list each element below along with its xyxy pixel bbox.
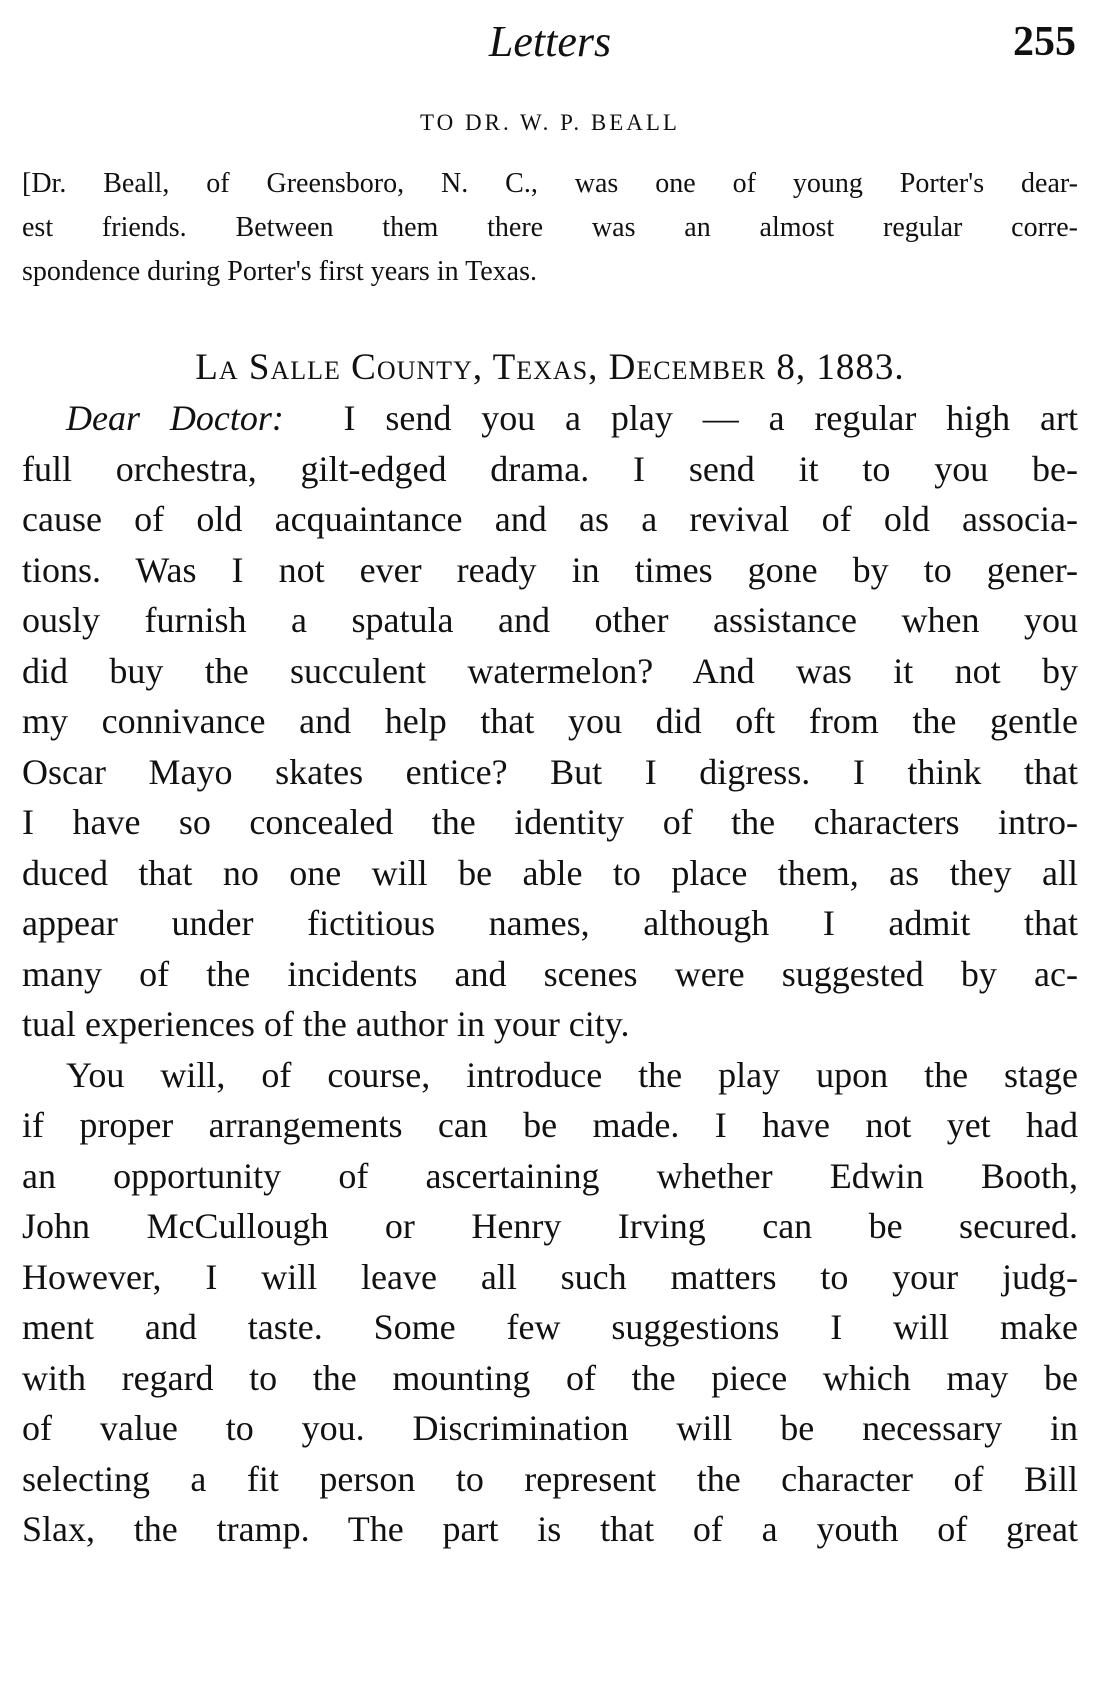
text-line: of value to you. Discrimination will be necessary in <box>22 1408 1078 1448</box>
text-line: my connivance and help that you did oft from the gentle <box>22 701 1078 741</box>
text-line: many of the incidents and scenes were suggested by ac- <box>22 953 1078 994</box>
text-line: Oscar Mayo skates entice? But I digress. I think that <box>22 751 1078 792</box>
letter-recipient-heading: TO DR. W. P. BEALL <box>420 110 680 135</box>
letter-dateline: La Salle County, Texas, December 8, 1883. <box>195 347 905 388</box>
text-line: full orchestra, gilt-edged drama. I send it to you be- <box>22 448 1078 489</box>
running-header <box>0 14 1100 74</box>
text-line: did buy the succulent watermelon? And was it not by <box>22 650 1078 691</box>
text-line: tions. Was I not ever ready in times gone by to gener- <box>22 549 1078 590</box>
text-line: duced that no one will be able to place them, as they all <box>22 852 1078 893</box>
text-line: cause of old acquaintance and as a revival of old associa- <box>22 499 1078 539</box>
running-title: Letters <box>488 17 612 66</box>
text-line <box>22 393 1078 444</box>
text-line-content: I send you a play — a regular high art <box>343 398 1079 438</box>
text-line: if proper arrangements can be made. I have not yet had <box>22 1105 1078 1145</box>
salutation: Dear Doctor: <box>66 398 284 438</box>
text-line: I have so concealed the identity of the characters intro- <box>22 802 1078 842</box>
text-line: tual experiences of the author in your city. <box>22 1004 630 1044</box>
editorial-note <box>22 162 1078 294</box>
note-line: spondence during Porter's first years in Texas. <box>22 256 538 287</box>
text-line: with regard to the mounting of the piece which may be <box>22 1357 1078 1398</box>
text-line: John McCullough or Henry Irving can be secured. <box>22 1206 1078 1246</box>
text-line: appear under fictitious names, although I admit that <box>22 903 1078 943</box>
text-line: However, I will leave all such matters to your judg- <box>22 1256 1078 1297</box>
text-line: Slax, the tramp. The part is that of a youth of great <box>22 1509 1078 1549</box>
letter-body <box>22 393 1078 1555</box>
note-line: est friends. Between them there was an almost regular corre- <box>22 212 1078 243</box>
page-number: 255 <box>1013 19 1076 65</box>
text-line: an opportunity of ascertaining whether Edwin Booth, <box>22 1155 1078 1196</box>
text-line: selecting a fit person to represent the character of Bill <box>22 1458 1078 1499</box>
text-line: You will, of course, introduce the play upon the stage <box>66 1054 1078 1095</box>
text-line: ously furnish a spatula and other assistance when you <box>22 600 1078 640</box>
note-line: [Dr. Beall, of Greensboro, N. C., was one of young Porter's dear- <box>22 168 1078 199</box>
text-line: ment and taste. Some few suggestions I will make <box>22 1307 1078 1347</box>
